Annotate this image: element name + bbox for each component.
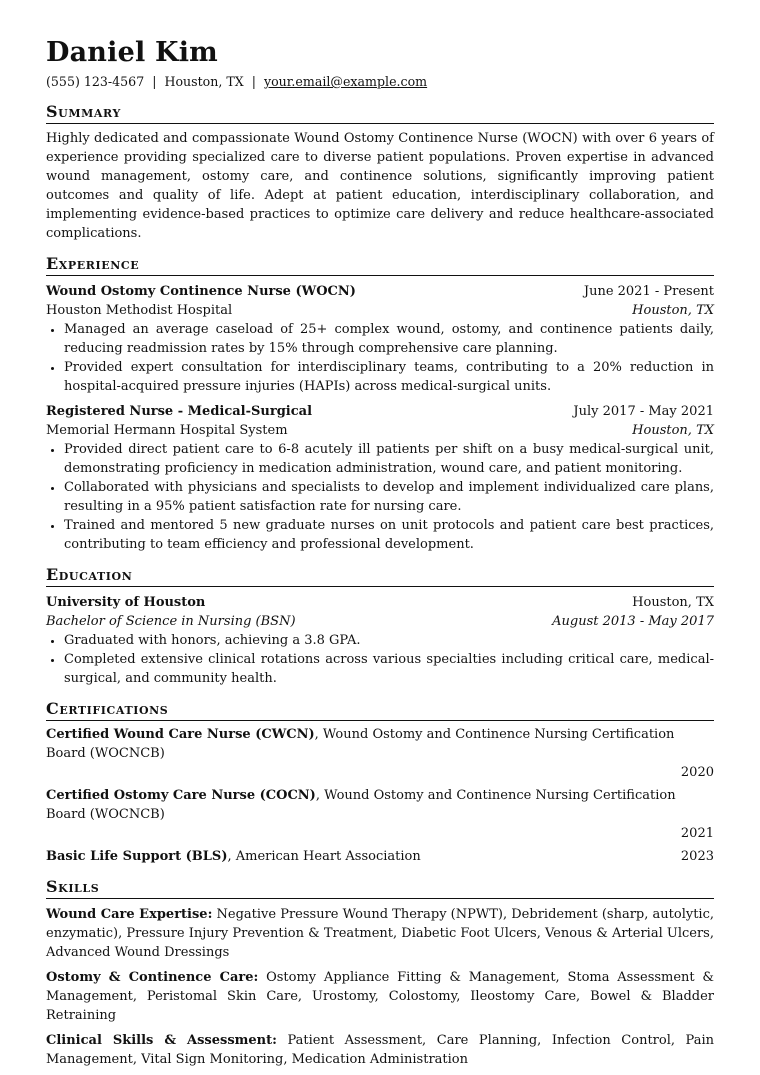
skill-text: Negative Pressure Wound Therapy (NPWT), Debridement (sharp, autolytic, enzymatic), Pressure Injury Prevention & Treatment, Diabetic Foot Ulcers, Venous & Arterial Ulcers, Advanced Wound Dressings xyxy=(46,907,714,960)
bullet: • Graduated with honors, achieving a 3.8 GPA. xyxy=(64,631,714,650)
contact-line xyxy=(46,73,714,91)
education-bullets xyxy=(46,631,714,688)
job-dates: July 2017 - May 2021 xyxy=(573,404,714,419)
skill-label: Clinical Skills & Assessment: xyxy=(46,1033,277,1048)
section-title-experience: Experience xyxy=(46,254,714,276)
cert-name: Basic Life Support (BLS) xyxy=(46,849,228,864)
job-bullets xyxy=(46,440,714,554)
bullet: • Trained and mentored 5 new graduate nurses on unit protocols and patient care best practices, contributing to team efficiency and professional development. xyxy=(64,516,714,554)
bullet: • Provided direct patient care to 6-8 acutely ill patients per shift on a busy medical-surgical unit, demonstrating proficiency in medication administration, wound care, and patient monitoring. xyxy=(64,440,714,478)
skill-label: Ostomy & Continence Care: xyxy=(46,970,259,985)
experience-entry xyxy=(46,402,714,554)
cert-issuer: , Wound Ostomy and Continence Nursing Certification Board (WOCNCB) xyxy=(46,727,675,761)
section-title-certifications: Certifications xyxy=(46,699,714,721)
job-dates: June 2021 - Present xyxy=(583,284,714,299)
job-title: Registered Nurse - Medical-Surgical xyxy=(46,404,313,419)
cert-name: Certified Wound Care Nurse (CWCN) xyxy=(46,727,315,742)
skill-group xyxy=(46,968,714,1025)
job-bullets xyxy=(46,320,714,396)
certification-item xyxy=(46,786,714,843)
school-location: Houston, TX xyxy=(632,595,714,610)
cert-name: Certified Ostomy Care Nurse (COCN) xyxy=(46,788,316,803)
skill-group xyxy=(46,905,714,962)
bullet: • Collaborated with physicians and specialists to develop and implement individualized care plans, resulting in a 95% patient satisfaction rate for nursing care. xyxy=(64,478,714,516)
location: Houston, TX xyxy=(164,74,244,89)
email-link[interactable]: your.email@example.com xyxy=(263,74,428,89)
candidate-name: Daniel Kim xyxy=(46,37,218,68)
certification-item xyxy=(46,725,714,782)
skill-group xyxy=(46,1031,714,1069)
phone: (555) 123-4567 xyxy=(46,74,145,89)
section-title-summary: Summary xyxy=(46,102,714,124)
job-location: Houston, TX xyxy=(632,303,714,318)
bullet: • Provided expert consultation for interdisciplinary teams, contributing to a 20% reduction in hospital-acquired pressure injuries (HAPIs) across medical-surgical units. xyxy=(64,358,714,396)
summary-text: Highly dedicated and compassionate Wound Ostomy Continence Nurse (WOCN) with over 6 years of experience providing specialized care to diverse patient populations. Proven expertise in advanced wound management, ostomy care, and continence solutions, significantly improving patient outcomes and quality of life. Adept at patient education, interdisciplinary collaboration, and implementing evidence-based practices to optimize care delivery and reduce healthcare-associated complications. xyxy=(46,131,714,241)
bullet: • Managed an average caseload of 25+ complex wound, ostomy, and continence patients daily, reducing readmission rates by 15% through comprehensive care planning. xyxy=(64,320,714,358)
employer: Memorial Hermann Hospital System xyxy=(46,423,288,438)
bullet: • Completed extensive clinical rotations across various specialties including critical care, medical-surgical, and community health. xyxy=(64,650,714,688)
education-entry xyxy=(46,593,714,688)
cert-issuer: , American Heart Association xyxy=(227,849,421,864)
experience-entry xyxy=(46,282,714,396)
skill-text: Patient Assessment, Care Planning, Infection Control, Pain Management, Vital Sign Monitoring, Medication Administration xyxy=(46,1033,714,1067)
cert-year: 2020 xyxy=(680,765,714,780)
job-title: Wound Ostomy Continence Nurse (WOCN) xyxy=(46,284,356,299)
degree: Bachelor of Science in Nursing (BSN) xyxy=(46,614,296,629)
skill-label: Wound Care Expertise: xyxy=(46,907,213,922)
cert-year: 2023 xyxy=(680,849,714,864)
skill-text: Ostomy Appliance Fitting & Management, Stoma Assessment & Management, Peristomal Skin Care, Urostomy, Colostomy, Ileostomy Care, Bowel & Bladder Retraining xyxy=(46,970,714,1023)
job-location: Houston, TX xyxy=(632,423,714,438)
separator: | xyxy=(251,74,256,89)
education-dates: August 2013 - May 2017 xyxy=(552,614,714,629)
cert-year: 2021 xyxy=(680,826,714,841)
certification-item xyxy=(46,847,714,866)
section-title-skills: Skills xyxy=(46,877,714,899)
employer: Houston Methodist Hospital xyxy=(46,303,233,318)
cert-issuer: , Wound Ostomy and Continence Nursing Certification Board (WOCNCB) xyxy=(46,788,676,822)
section-title-education: Education xyxy=(46,565,714,587)
separator: | xyxy=(152,74,157,89)
school-name: University of Houston xyxy=(46,595,206,610)
